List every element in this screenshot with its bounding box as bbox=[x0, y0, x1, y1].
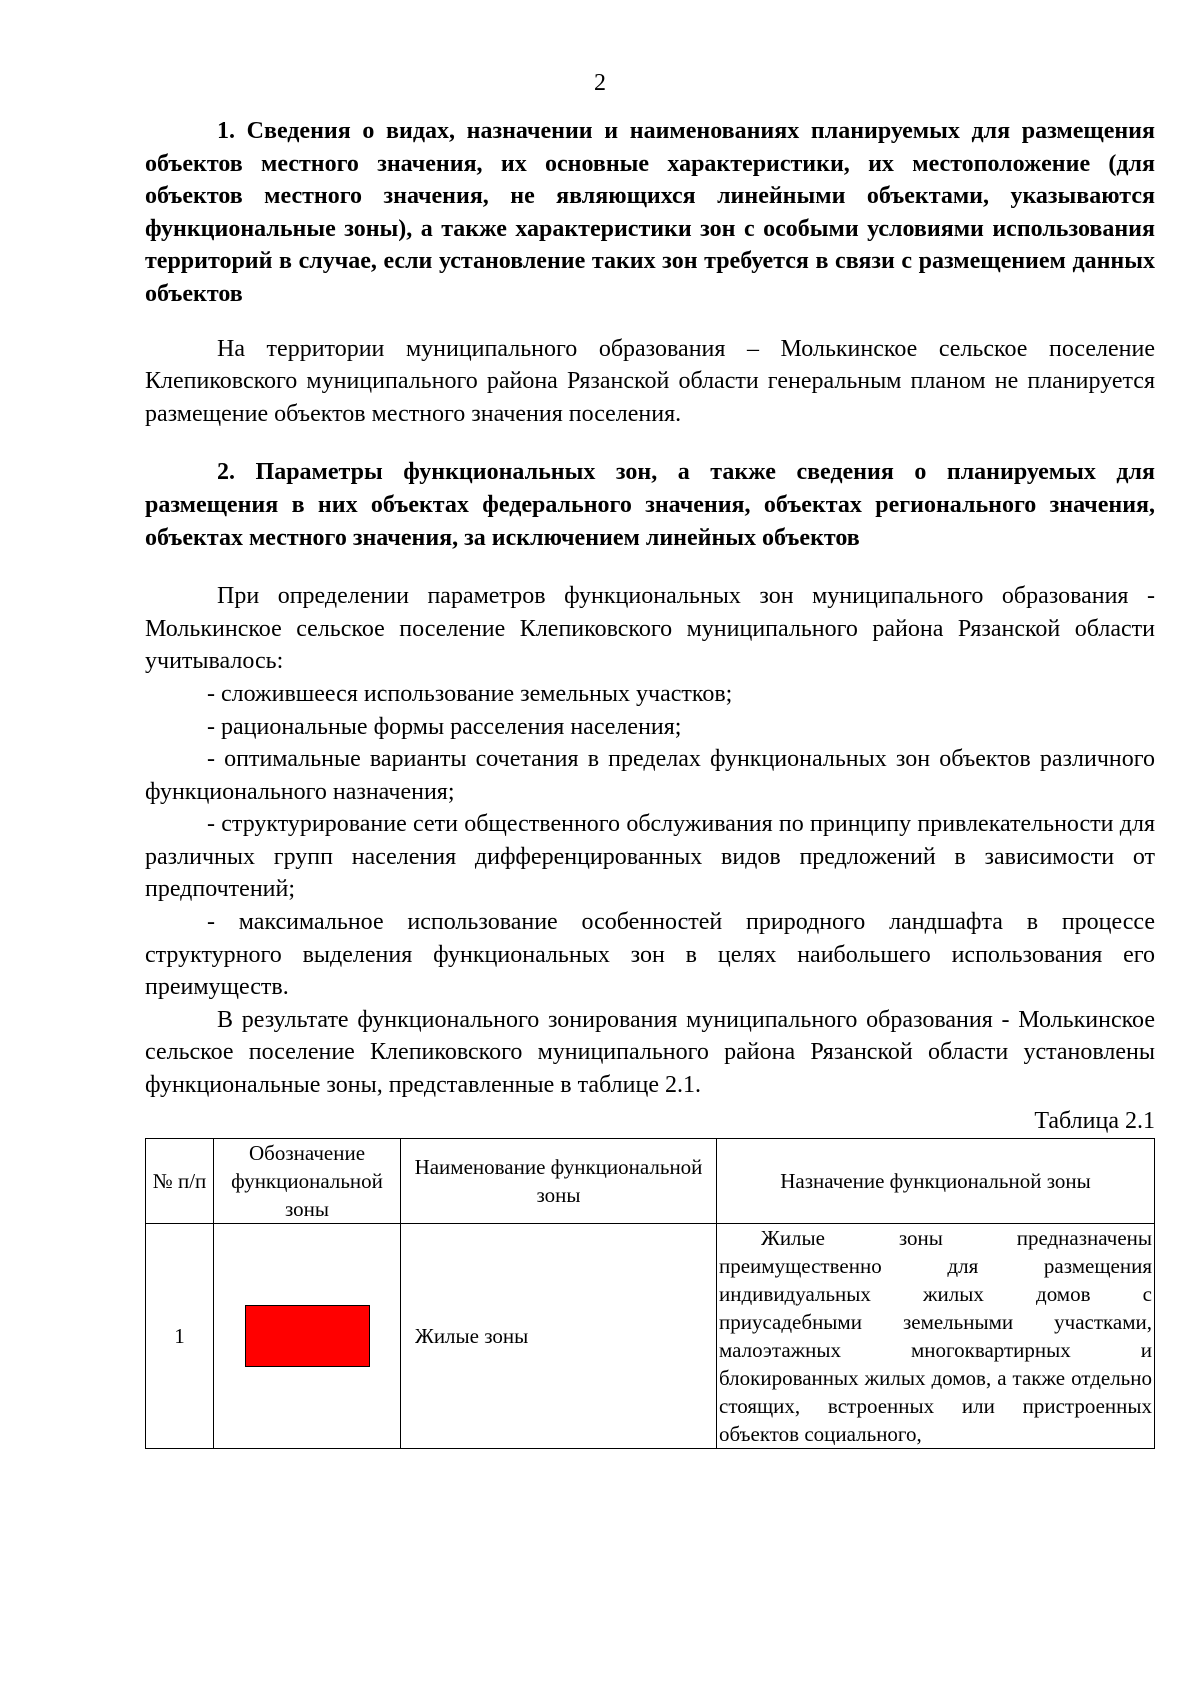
section1-heading: 1. Сведения о видах, назначении и наименованиях планируемых для размещения объектов местного значения, их основные характеристики, их местоположение (для объектов местного значения, не являющихся линейными объектами, указываются функциональные зоны), а также характеристики зон с особыми условиями использования территорий в случае, если установление таких зон требуется в связи с размещением данных объектов bbox=[145, 118, 1155, 307]
table-row bbox=[146, 1223, 1155, 1448]
list-item: - сложившееся использование земельных участков; bbox=[207, 680, 733, 707]
list-item: - структурирование сети общественного обслуживания по принципу привлекательности для различных групп населения дифференцированных видов предложений в зависимости от предпочтений; bbox=[145, 811, 1155, 903]
list-item: - оптимальные варианты сочетания в пределах функциональных зон объектов различного функционального назначения; bbox=[145, 746, 1155, 805]
page-number: 2 bbox=[594, 70, 606, 96]
section2-conclusion: В результате функционального зонирования муниципального образования - Молькинское сельское поселение Клепиковского муниципального района Рязанской области установлены функциональные зоны, представленные в таблице 2.1. bbox=[145, 1006, 1155, 1099]
zone-color-swatch bbox=[245, 1305, 370, 1367]
header-number: № п/п bbox=[146, 1138, 214, 1223]
list-item: - максимальное использование особенностей природного ландшафта в процессе структурного выделения функциональных зон в целях наибольшего использования его преимуществ. bbox=[145, 909, 1155, 1001]
section2-intro: При определении параметров функциональных зон муниципального образования - Молькинское сельское поселение Клепиковского муниципального района Рязанской области учитывалось: bbox=[145, 583, 1155, 675]
functional-zones-table bbox=[145, 1138, 1155, 1449]
header-name: Наименование функциональной зоны bbox=[401, 1138, 717, 1223]
page-content bbox=[145, 115, 1155, 1449]
list-item: - рациональные формы расселения населения; bbox=[207, 713, 682, 740]
row-designation bbox=[214, 1223, 401, 1448]
row-name: Жилые зоны bbox=[401, 1223, 717, 1448]
section2-heading: 2. Параметры функциональных зон, а также сведения о планируемых для размещения в них объектах федерального значения, объектах регионального значения, объектах местного значения, за исключением линейных объектов bbox=[145, 459, 1155, 551]
table-caption: Таблица 2.1 bbox=[1034, 1107, 1155, 1134]
header-designation: Обозначение функциональной зоны bbox=[214, 1138, 401, 1223]
table-header-row bbox=[146, 1138, 1155, 1223]
section1-paragraph: На территории муниципального образования – Молькинское сельское поселение Клепиковского муниципального района Рязанской области генеральным планом не планируется размещение объектов местного значения поселения. bbox=[145, 335, 1155, 427]
row-purpose: Жилые зоны предназначены преимущественно для размещения индивидуальных жилых домов с приусадебными земельными участками, малоэтажных многоквартирных и блокированных жилых домов, а также отдельно стоящих, встроенных или пристроенных объектов социального, bbox=[717, 1223, 1155, 1448]
header-purpose: Назначение функциональной зоны bbox=[717, 1138, 1155, 1223]
row-number: 1 bbox=[146, 1223, 214, 1448]
